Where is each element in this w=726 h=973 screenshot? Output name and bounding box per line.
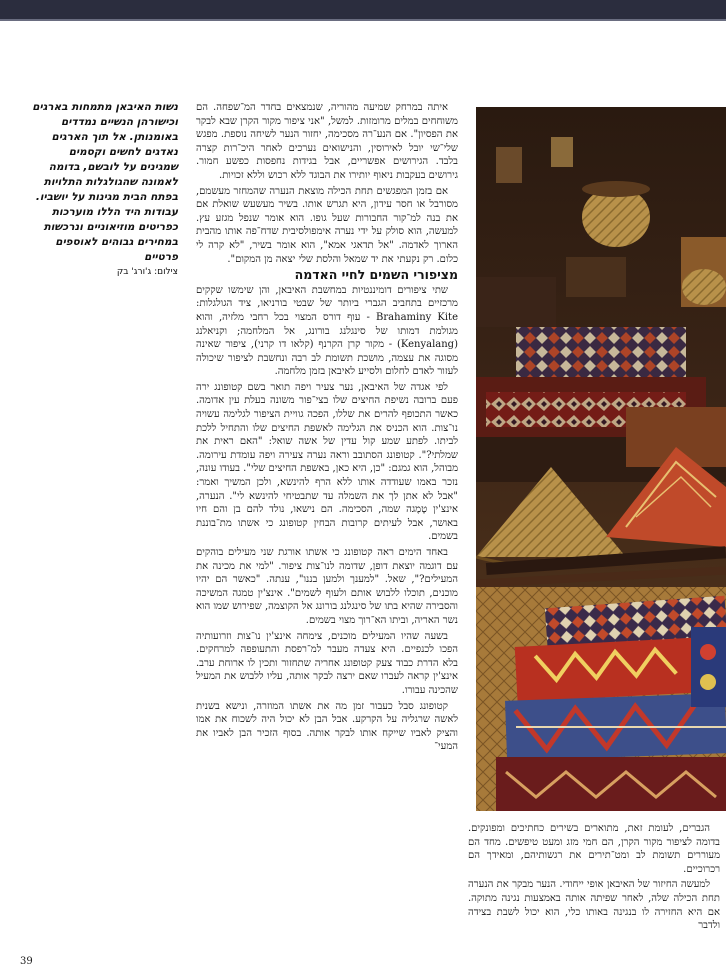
paragraph: שתי ציפורים דומיננטיות במחשבת האיבאן, והן שימשו שקקים מרכזיים בתחביב הגברי ביותר של שבטי בורניאו, ציד הגולגלות: Brahaminy Kite - עוף דורס המצוי בכל רחבי מלזיה, והוא מגולמת דמותו של סינגלנג בורונג, אל המלחמה; וקניאלנג (Kenyalang) - מקור קרן הקרנף (קלאו דו קרני), ציפור שאינה מסוגה את עצמה, מושכת תשומת לב רבה ונחשבת לציפור שיכולה לעזור לאדם לחלום ולסייע לאיבאן בזמן מלחמה. <box>196 284 458 378</box>
article-column-middle <box>196 101 458 756</box>
caption-text: נשות האיבאן מתמחות בארגים וכישורהן הנשיים נמדדים באומנותן. אל תוך הארגים נאדגים לחשים וקסמים שמגינים על לובשם, בדומה לאמונה שהגולגלות התלויות בפתח הבית מגינות על יושביו. עבודות היד הללו מוערכות כפריטים מוזיאוניים ונרכשות במחירים גבוהים לאוספים פרטיים <box>32 101 178 263</box>
section-subheading: מציפורי השמים לחיי האדמה <box>294 267 458 283</box>
top-color-bar <box>0 0 726 19</box>
paragraph: איתה במרחק שמיעה מהוריה, שנמצאים בחדר המ־שפחה. הם משוחחים במלים מרומזות. למשל, "אני ציפור מקור הקרן שבא לבקר את הפסיון". אם הנע־רה מסכימה, יחזור הנער לשיחה נוספת. מפגש שלי־שי יובל לאירוסין, והנישואים נערכים לאחר היכ־רות קצרה בלבד. הגירושים אפשריים, אבל בגידות נחפסות כפשע חמור. גירושים בעקבות ניאוף יותירו את הבוגד ללא רכוש וללא זכויות. <box>196 102 458 181</box>
paragraph: באחד הימים ראה קטופונג כי אשתו אורגת שני מעילים בוהקים עם דוגמה יוצאת דופן, שדומה לנו־צות ציפור. "למי את מכינה את המעילים?", שאל. "למענך ולמען בננו", ענתה. "כאשר הם יהיו מוכנים, תוכלו ללבוש אותם ולעוף לשמים". אינצ'ין טמגה המשיכה והסבירה שהיא בתו של סינגלנג בורונג אל הקוצמה, שפירוש שמו הוא נשר האריה, וביתו הא־רוך מצוי בשמים. <box>196 547 458 626</box>
article-column-right <box>468 822 720 935</box>
photo-credit: צילום: ג'ורג' בק <box>116 267 178 277</box>
paragraph: קטופונג סבל כעבור זמן מה את אשתו המוזרה, ונישא בשנית לאשה שרגליה על הקרקע. אבל הבן לא יכול היה לשכוח את אמו והציק לאביו שייקח אותו לבקר אותה. בסוף הזכיר הבן לאביו את המעי־ <box>196 700 458 753</box>
paragraph: למעשה החיזור של האיבאן אופי ייחודי. הנער מבקר את הנערה תחת הכילה שלה, לאחר שפיתה אותה באמצעות נגינה מתוקה. אם היא החזירה לו בנגינה באותו כלי, הוא יכול לשבת בצידה ולדבר <box>468 879 720 932</box>
paragraph: אם בזמן המפגשים תחת הכילה מוצאת הנערה שהמחזר מעשמם, מסורבל או חסר עידון, היא תגרש אותו. בשיר מעשעש שואלת אם את בנה למ־קור החבורות שעל גופו. הוא אומר שנפל מגזע עץ. למעשה, הוא סולק על ידי נערה אימפולסיבית שדח־פה אותו מהבית הארוך לאדמה. "אל תדאגי אמא", הוא אומר בשיר, "לא קרה לי כלום. רק נקעתי את יד שמאל והלסת שלי יצאה מן המקום". <box>196 185 458 265</box>
paragraph: הגברים, לעומת זאת, מתוארים בשירים כחתיכים ומפונקים. בדומה לציפור מקור הקרן, הם חמי מזג ומעט טיפשים. מחד הם מעוררים תשומת לב ומט־תירים את רגשותיהם, ומאידך הם רכרוכיים. <box>468 823 720 875</box>
photo-caption <box>28 100 178 280</box>
textile-market-photo <box>476 107 726 811</box>
page-number: 39 <box>20 956 33 967</box>
paragraph: לפי אגדה של האיבאן, נער צעיר ויפה תואר בשם קטופונג ירה פעם ברובה נשיפת החיצים שלו בצי־פור משונה בעלת עין אדומה. כאשר התכופף להרים את שללו, הפכה גוויית הציפור לגלימה עשויה נו־צות. הוא הכניס את הגלימה לאשפת החיצים שלו והתחיל ללכת לביתו. לפתע שמע קול עדין של אשה שואל: "האם ראית את שמלתי?". קטופונג הסתובב וראה נערה צעירה ויפה עומדת עירומה. מבוהל, הוא גמגם: "כן, היא כאן, באשפת החיצים שלי". בעודו עונה, נזכר באמו שעודדה אותו ללא הרף להינשא, ולכן המשיך ואמר: "אבל לא אתן לך את השמלה עד שתבטיחי להינשא לי". הנערה, אינצ'ין טֶמֶגה שמה, הסכימה. הם נישאו, נולד להם בן והם חיו באושר, אבל לעיתים קרובות הבחין קטופונג כי אשתו מת־בוננת בשמים. <box>196 381 458 543</box>
paragraph: בשעה שהיו המעילים מוכנים, צימחה אינצ'ין נו־צות וזרועותיה הפכו לכנפיים. היא צעדה מעבר למ־רפסת והתעופפה למרחקים. בלא הדרת כבוד צעק קטופונג אחריה שתחזור ותכין לו ארוחת ערב. אינצ'ין קראה לעברו שאם ירצה לבקר אותה, עליו ללבוש את המעיל שהכינה עבורו. <box>196 630 458 696</box>
top-rule <box>0 19 726 21</box>
